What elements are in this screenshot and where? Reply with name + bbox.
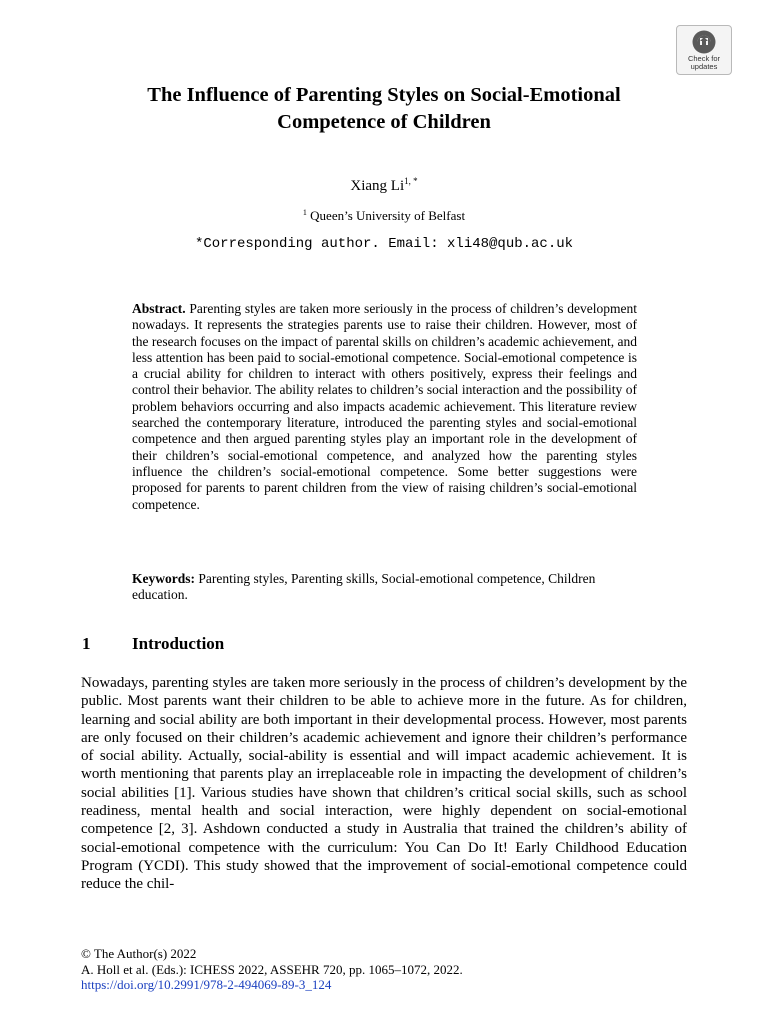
doi-link[interactable]: https://doi.org/10.2991/978-2-494069-89-3_124 — [81, 977, 332, 992]
corresponding-author: *Corresponding author. Email: xli48@qub.ac.uk — [194, 236, 574, 252]
keywords-text: Parenting styles, Parenting skills, Social-emotional competence, Children education. — [132, 571, 596, 603]
abstract — [132, 301, 637, 513]
section-title: Introduction — [132, 634, 225, 653]
affiliation-mark: 1 — [302, 208, 307, 217]
check-for-updates-icon — [689, 29, 719, 55]
author-name: Xiang Li — [350, 178, 405, 194]
check-for-updates-label: Check for updates — [687, 54, 721, 71]
affiliation-line — [0, 205, 768, 224]
section-number: 1 — [82, 634, 91, 653]
introduction-paragraph: Nowadays, parenting styles are taken more seriously in the process of children’s development by the public. Most parents want their children to be able to achieve more in the future. As for children, learning and social ability are both important in their developmental process. However, most parents are only focused on their children’s academic achievement and ignore their children’s performance of social ability. Actually, social-ability is essential and will impact academic achievement. It is worth mentioning that parents play an irreplaceable role in impacting the development of children’s social abilities [1]. Various studies have shown that children’s critical social skills, such as school readiness, mental health and social interaction, were highly dependent on social-emotional competence [2, 3]. Ashdown conducted a study in Australia that trained the children’s ability of social-emotional competence with the curriculum: You Can Do It! Early Childhood Education Program (YCDI). This study showed that the improvement of social-emotional competence could reduce the chil- — [81, 675, 687, 893]
page-footer — [81, 946, 463, 993]
section-heading — [82, 634, 224, 654]
keywords-label: Keywords: — [132, 571, 195, 586]
check-for-updates-badge[interactable] — [676, 25, 732, 75]
title-line-2: Competence of Children — [277, 111, 491, 133]
title-line-1: The Influence of Parenting Styles on Social-Emotional — [147, 84, 621, 106]
abstract-text: Parenting styles are taken more seriously in the process of children’s development nowadays. It represents the strategies parents use to raise their children. However, most of the research focuses on the impact of parental skills on children’s academic achievement, and less attention has been paid to social-emotional competence. Social-emotional competence is a crucial ability for children to interact with others positively, express their feelings and control their behavior. The ability relates to children’s social interaction and the possibility of problem behaviors occurring and also impacts academic achievement. This literature review searched the contemporary literature, introduced the parenting styles and social-emotional competence and then argued parenting styles play an important role in the development of their children’s social-emotional competence, and analyzed how the parenting styles influence the children’s social-emotional competence. Some better suggestions were proposed for parents to parent children from the view of raising children’s social-emotional competence. — [132, 301, 637, 512]
author-affiliation-mark: 1, * — [404, 176, 418, 186]
citation-line: A. Holl et al. (Eds.): ICHESS 2022, ASSEHR 720, pp. 1065–1072, 2022. — [81, 961, 463, 977]
keywords — [132, 571, 637, 604]
paper-title — [80, 82, 688, 136]
affiliation: Queen’s University of Belfast — [310, 208, 466, 223]
author-line — [0, 172, 768, 195]
abstract-label: Abstract. — [132, 301, 186, 316]
copyright-notice: © The Author(s) 2022 — [81, 946, 197, 961]
